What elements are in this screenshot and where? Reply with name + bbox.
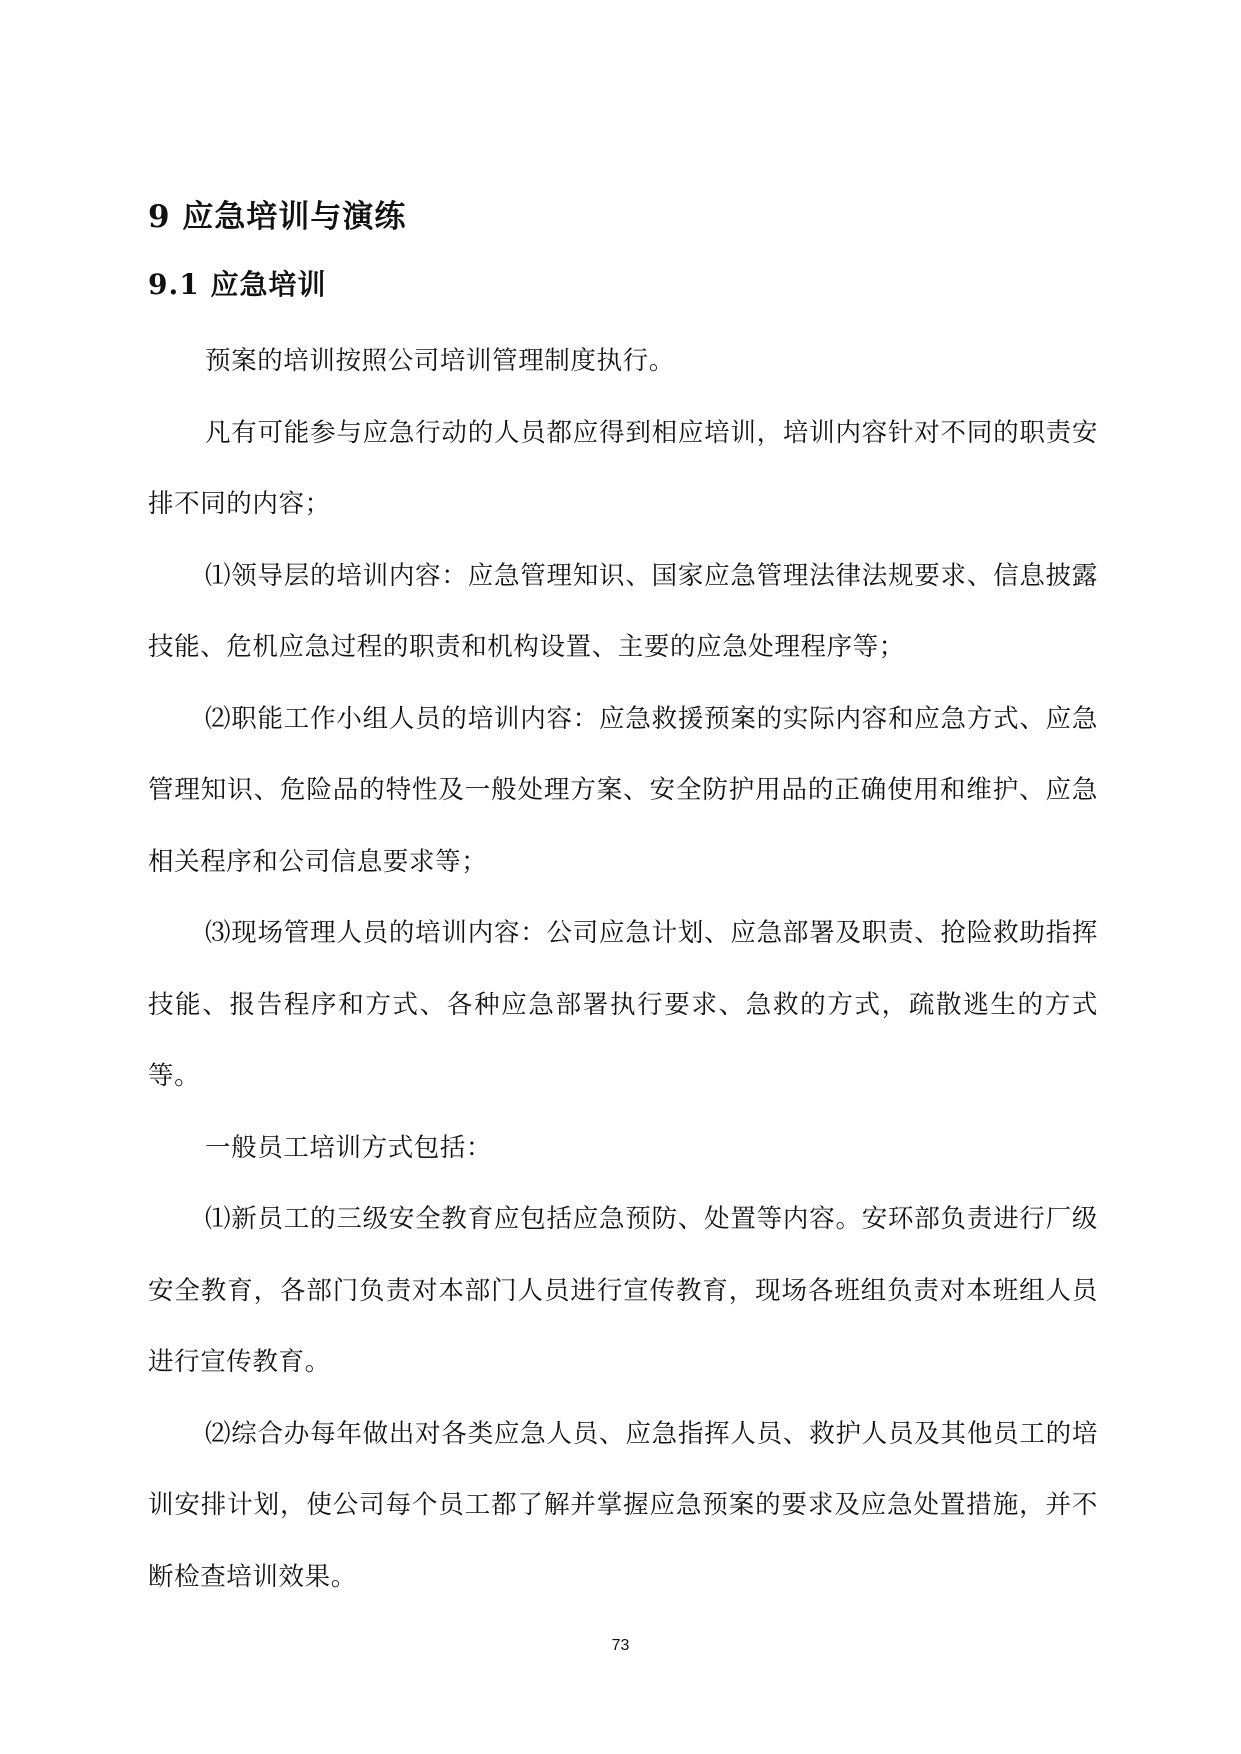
paragraph-site-manager-training: ⑶现场管理人员的培训内容：公司应急计划、应急部署及职责、抢险救助指挥技能、报告程序和方式、各种应急部署执行要求、急救的方式，疏散逃生的方式等。 [148,918,1098,1091]
paragraph-new-staff-education: ⑴新员工的三级安全教育应包括应急预防、处置等内容。安环部负责进行厂级安全教育，各部门负责对本部门人员进行宣传教育，现场各班组负责对本班组人员进行宣传教育。 [148,1204,1098,1377]
paragraph-staff-training-intro: 一般员工培训方式包括： [205,1132,493,1163]
paragraph-annual-plan: ⑵综合办每年做出对各类应急人员、应急指挥人员、救护人员及其他员工的培训安排计划，使公司每个员工都了解并掌握应急预案的要求及应急处置措施，并不断检查培训效果。 [148,1418,1098,1592]
subsection-heading: 9.1 应急培训 [148,268,327,301]
paragraph-team-training: ⑵职能工作小组人员的培训内容：应急救援预案的实际内容和应急方式、应急管理知识、危险品的特性及一般处理方案、安全防护用品的正确使用和维护、应急相关程序和公司信息要求等； [148,703,1098,877]
section-heading: 9 应急培训与演练 [148,199,407,235]
paragraph-scope: 凡有可能参与应急行动的人员都应得到相应培训，培训内容针对不同的职责安排不同的内容； [148,417,1098,519]
body-text [148,326,1098,1613]
paragraph-leadership-training: ⑴领导层的培训内容：应急管理知识、国家应急管理法律法规要求、信息披露技能、危机应急过程的职责和机构设置、主要的应急处理程序等； [148,560,1098,662]
paragraph-intro: 预案的培训按照公司培训管理制度执行。 [205,346,675,376]
page-number: 73 [611,1637,630,1654]
